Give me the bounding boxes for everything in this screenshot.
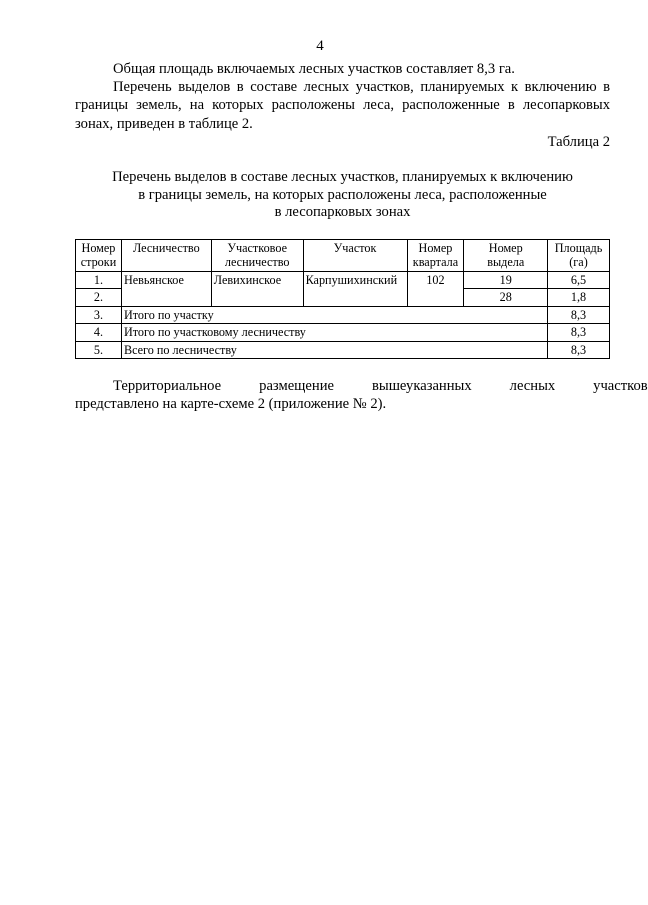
table-caption-line-2: в границы земель, на которых расположены леса, расположенные xyxy=(138,186,547,203)
cell-district-forestry: Левихинское xyxy=(211,271,303,306)
cell-quarter: 102 xyxy=(407,271,464,306)
table-header-row xyxy=(76,239,610,271)
cell-parcel: Карпушихинский xyxy=(303,271,407,306)
header-forestry: Лесничество xyxy=(121,239,211,271)
cell-area: 1,8 xyxy=(548,289,610,307)
cell-total-label: Всего по лесничеству xyxy=(121,341,547,359)
page-number: 4 xyxy=(316,38,324,54)
cell-total-label: Итого по участку xyxy=(121,306,547,324)
cell-forestry: Невьянское xyxy=(121,271,211,306)
table-total-row xyxy=(76,341,610,359)
cell-total-label: Итого по участковому лесничеству xyxy=(121,324,547,342)
header-district-forestry: Участковое лесничество xyxy=(211,239,303,271)
total-area-paragraph: Общая площадь включаемых лесных участков составляет 8,3 га. xyxy=(113,61,515,77)
cell-area: 6,5 xyxy=(548,271,610,289)
table-caption-line-1: Перечень выделов в составе лесных участков, планируемых к включению xyxy=(112,169,573,186)
cell-row-number: 1. xyxy=(76,271,122,289)
table-caption-line-3: в лесопарковых зонах xyxy=(274,204,411,221)
cell-allotment: 19 xyxy=(464,271,548,289)
cell-row-number: 5. xyxy=(76,341,122,359)
table-label: Таблица 2 xyxy=(547,133,610,150)
cell-area: 8,3 xyxy=(548,306,610,324)
header-area: Площадь (га) xyxy=(548,239,610,271)
table-total-row xyxy=(76,324,610,342)
allotments-table xyxy=(75,239,610,360)
placement-paragraph-line-1: Территориальное размещение вышеуказанных лесных участков xyxy=(113,378,648,395)
header-quarter: Номер квартала xyxy=(407,239,464,271)
table-total-row xyxy=(76,306,610,324)
cell-area: 8,3 xyxy=(548,341,610,359)
cell-row-number: 3. xyxy=(76,306,122,324)
header-row-number: Номер строки xyxy=(76,239,122,271)
table-caption xyxy=(75,169,610,222)
placement-paragraph xyxy=(75,377,648,413)
cell-row-number: 4. xyxy=(76,324,122,342)
cell-row-number: 2. xyxy=(76,289,122,307)
document-body xyxy=(75,60,648,413)
cell-area: 8,3 xyxy=(548,324,610,342)
header-parcel: Участок xyxy=(303,239,407,271)
table-reference-paragraph: Перечень выделов в составе лесных участков, планируемых к включению в границы земель, на которых расположены леса, расположенные в лесопарковых зонах, приведен в таблице 2. xyxy=(75,79,610,132)
placement-paragraph-line-2: представлено на карте-схеме 2 (приложение № 2). xyxy=(75,396,387,413)
table-row xyxy=(76,271,610,289)
cell-allotment: 28 xyxy=(464,289,548,307)
header-allotment: Номер выдела xyxy=(464,239,548,271)
